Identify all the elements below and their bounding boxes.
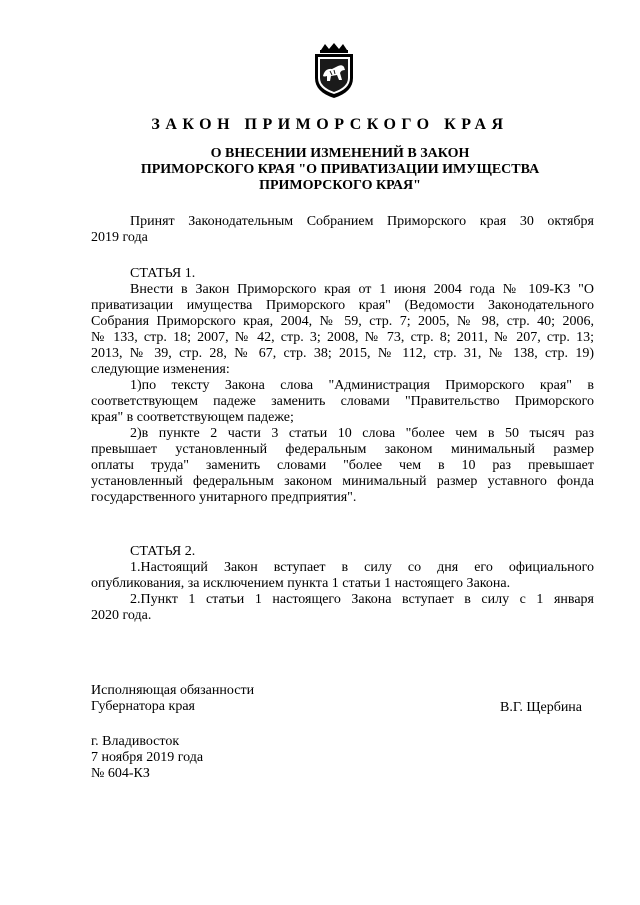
article-text-line: следующие изменения: [91, 362, 230, 377]
article-text-line: 2020 года. [91, 608, 152, 623]
article-text-line: 2.Пункт 1 статьи 1 настоящего Закона вступает в силу с 1 января [130, 592, 594, 607]
signatory-name: В.Г. Щербина [500, 700, 583, 715]
article-text-line: приватизации имущества Приморского края" (Ведомости Законодательного [91, 298, 594, 313]
article-text-line: 1.Настоящий Закон вступает в силу со дня его официального [130, 560, 594, 575]
signatory-position [91, 683, 254, 715]
coat-of-arms-icon [311, 42, 357, 100]
article-text-line: 1)по тексту Закона слова "Администрация Приморского края" в [130, 378, 594, 393]
subtitle-line: ПРИМОРСКОГО КРАЯ" [259, 178, 421, 193]
article-text-line: опубликования, за исключением пункта 1 статьи 1 настоящего Закона. [91, 576, 511, 591]
position-line: Исполняющая обязанности [91, 683, 255, 698]
adoption-note [91, 214, 594, 246]
law-date: 7 ноября 2019 года [91, 750, 204, 765]
article-heading: СТАТЬЯ 2. [130, 544, 196, 559]
article-text-line: превышает установленный федеральным законом минимальный размер [91, 442, 594, 457]
subtitle-line: О ВНЕСЕНИИ ИЗМЕНЕНИЙ В ЗАКОН [210, 146, 470, 161]
city: г. Владивосток [91, 734, 180, 749]
article-text-line: края" в соответствующем падеже; [91, 410, 294, 425]
article-text-line: установленный федеральным законом минимальный размер уставного фонда [91, 474, 594, 489]
article-text-line: Собрания Приморского края, 2004, № 59, стр. 7; 2005, № 98, стр. 40; 2006, [91, 314, 594, 329]
adoption-line: 2019 года [91, 230, 148, 245]
article-1 [91, 266, 594, 506]
law-footer [91, 734, 203, 782]
law-subtitle [90, 146, 590, 194]
article-text-line: государственного унитарного предприятия". [91, 490, 357, 505]
article-text-line: оплаты труда" заменить словами "более чем в 10 раз превышает [91, 458, 594, 473]
article-2 [91, 544, 594, 624]
law-title: ЗАКОН ПРИМОРСКОГО КРАЯ [151, 116, 509, 133]
article-text-line: Внести в Закон Приморского края от 1 июня 2004 года № 109-КЗ "О [130, 282, 594, 297]
article-text-line: соответствующем падеже заменить словами "Правительство Приморского [91, 394, 594, 409]
position-line: Губернатора края [91, 699, 195, 714]
article-text-line: № 133, стр. 18; 2007, № 42, стр. 3; 2008, № 73, стр. 8; 2011, № 207, стр. 13; [91, 330, 594, 345]
article-text-line: 2013, № 39, стр. 28, № 67, стр. 38; 2015, № 112, стр. 31, № 138, стр. 19) [91, 346, 594, 361]
law-number: № 604-КЗ [91, 766, 150, 781]
adoption-line: Принят Законодательным Собранием Приморского края 30 октября [130, 214, 594, 229]
article-text-line: 2)в пункте 2 части 3 статьи 10 слова "более чем в 50 тысяч раз [130, 426, 594, 441]
article-heading: СТАТЬЯ 1. [130, 266, 196, 281]
subtitle-line: ПРИМОРСКОГО КРАЯ "О ПРИВАТИЗАЦИИ ИМУЩЕСТВА [140, 162, 540, 177]
